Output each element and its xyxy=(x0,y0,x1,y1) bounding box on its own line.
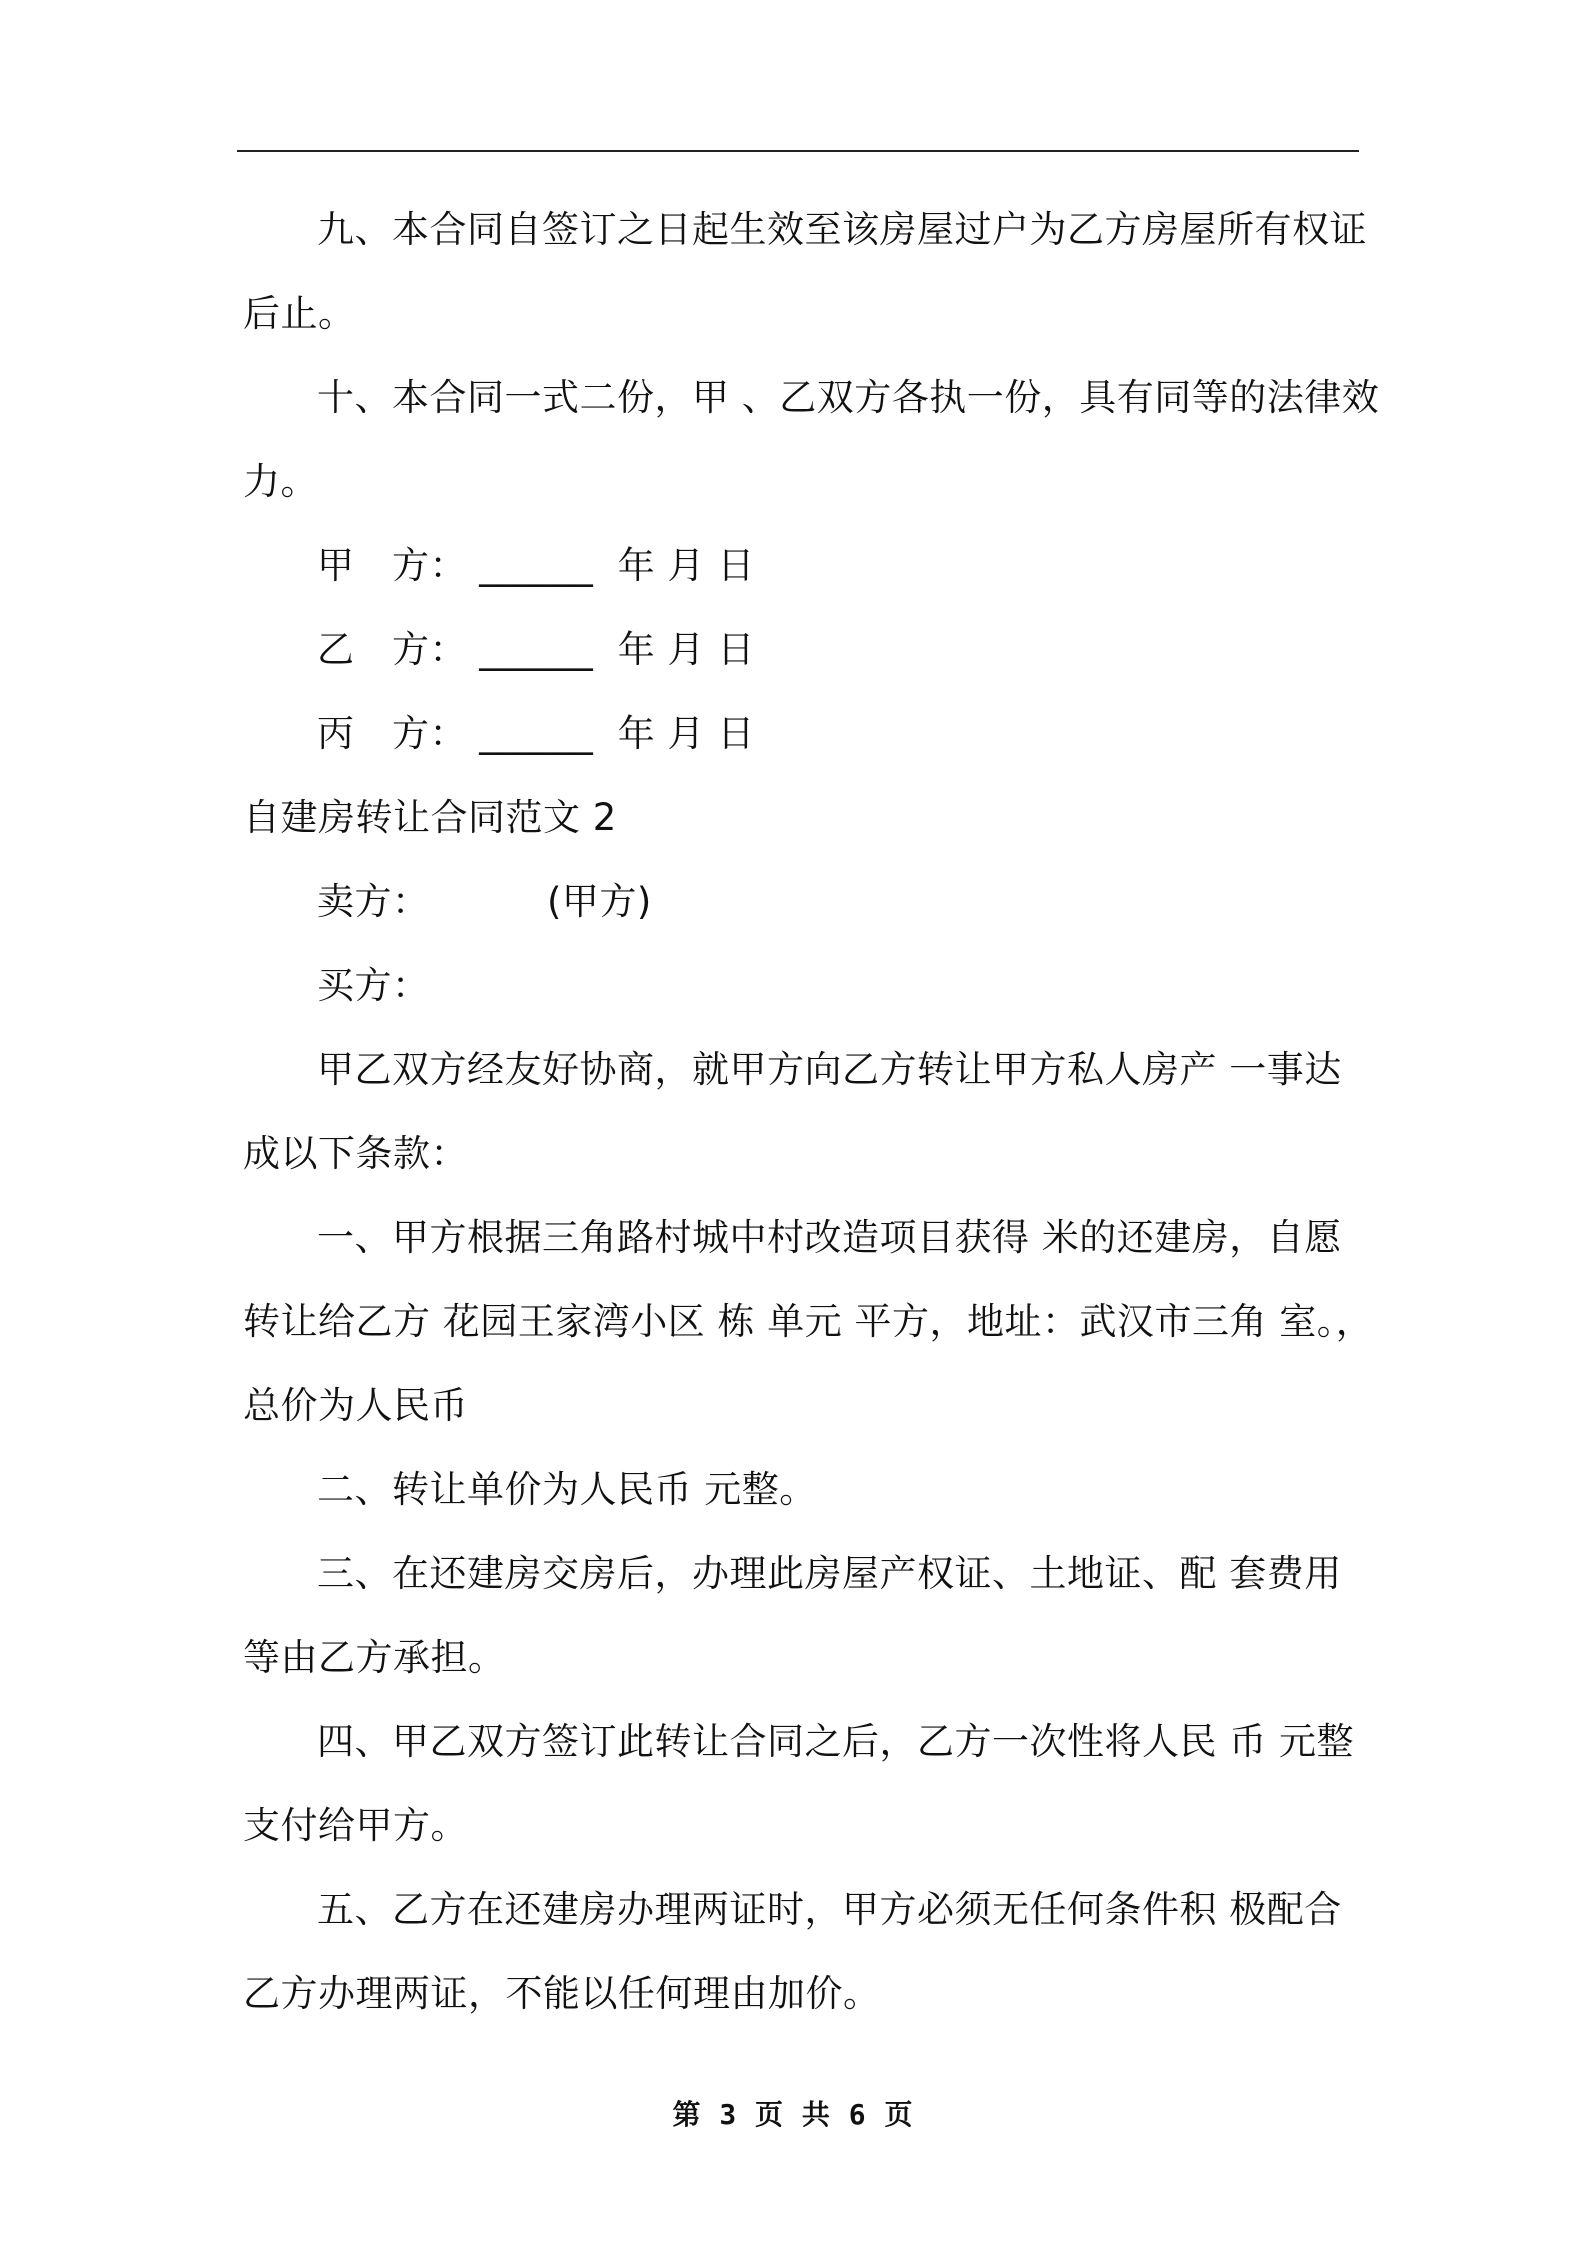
clause-three-line1: 三、在还建房交房后，办理此房屋产权证、土地证、配 套费用 xyxy=(317,1552,1342,1595)
clause-four-line2: 支付给甲方。 xyxy=(243,1804,468,1847)
signature-label: 甲 方： xyxy=(317,544,467,587)
header-rule xyxy=(237,150,1359,152)
clause-five-line2: 乙方办理两证，不能以任何理由加价。 xyxy=(243,1972,881,2015)
clause-ten-line1: 十、本合同一式二份，甲 、乙双方各执一份，具有同等的法律效 xyxy=(317,376,1380,419)
clause-one-line3: 总价为人民币 xyxy=(243,1384,468,1427)
document-body xyxy=(243,188,1380,2036)
clause-five-line1: 五、乙方在还建房办理两证时，甲方必须无任何条件积 极配合 xyxy=(317,1888,1342,1931)
clause-three-line2: 等由乙方承担。 xyxy=(243,1636,506,1679)
signature-line-party-a xyxy=(243,524,1359,608)
signature-line-party-c xyxy=(243,692,1359,776)
clause-four-line1: 四、甲乙双方签订此转让合同之后，乙方一次性将人民 币 元整 xyxy=(317,1720,1355,1763)
signature-label: 丙 方： xyxy=(317,712,467,755)
signature-date: 年 月 日 xyxy=(617,544,755,587)
seller-role: (甲方) xyxy=(547,880,652,923)
clause-nine-line2: 后止。 xyxy=(243,292,356,335)
clause-nine-line1: 九、本合同自签订之日起生效至该房屋过户为乙方房屋所有权证 xyxy=(317,208,1367,251)
clause-one-line1: 一、甲方根据三角路村城中村改造项目获得 米的还建房，自愿 xyxy=(317,1216,1342,1259)
signature-label: 乙 方： xyxy=(317,628,467,671)
clause-two-line1: 二、转让单价为人民币 元整。 xyxy=(317,1468,817,1511)
signature-blank: ______ xyxy=(479,712,594,755)
signature-blank: ______ xyxy=(479,628,594,671)
clause-one-line2: 转让给乙方 花园王家湾小区 栋 单元 平方，地址：武汉市三角 室。， xyxy=(243,1300,1374,1343)
buyer-label: 买方： xyxy=(317,964,430,1007)
page-number-footer: 第 3 页 共 6 页 xyxy=(672,2098,914,2131)
seller-label: 卖方： xyxy=(317,880,430,923)
signature-date: 年 月 日 xyxy=(617,628,755,671)
buyer-line xyxy=(243,944,1359,1028)
signature-blank: ______ xyxy=(479,544,594,587)
signature-date: 年 月 日 xyxy=(617,712,755,755)
seller-line xyxy=(243,860,1359,944)
signature-line-party-b xyxy=(243,608,1359,692)
clause-ten-line2: 力。 xyxy=(243,460,318,503)
section-title: 自建房转让合同范文 2 xyxy=(243,796,617,839)
intro-line2: 成以下条款： xyxy=(243,1132,468,1175)
intro-line1: 甲乙双方经友好协商，就甲方向乙方转让甲方私人房产 一事达 xyxy=(317,1048,1342,1091)
